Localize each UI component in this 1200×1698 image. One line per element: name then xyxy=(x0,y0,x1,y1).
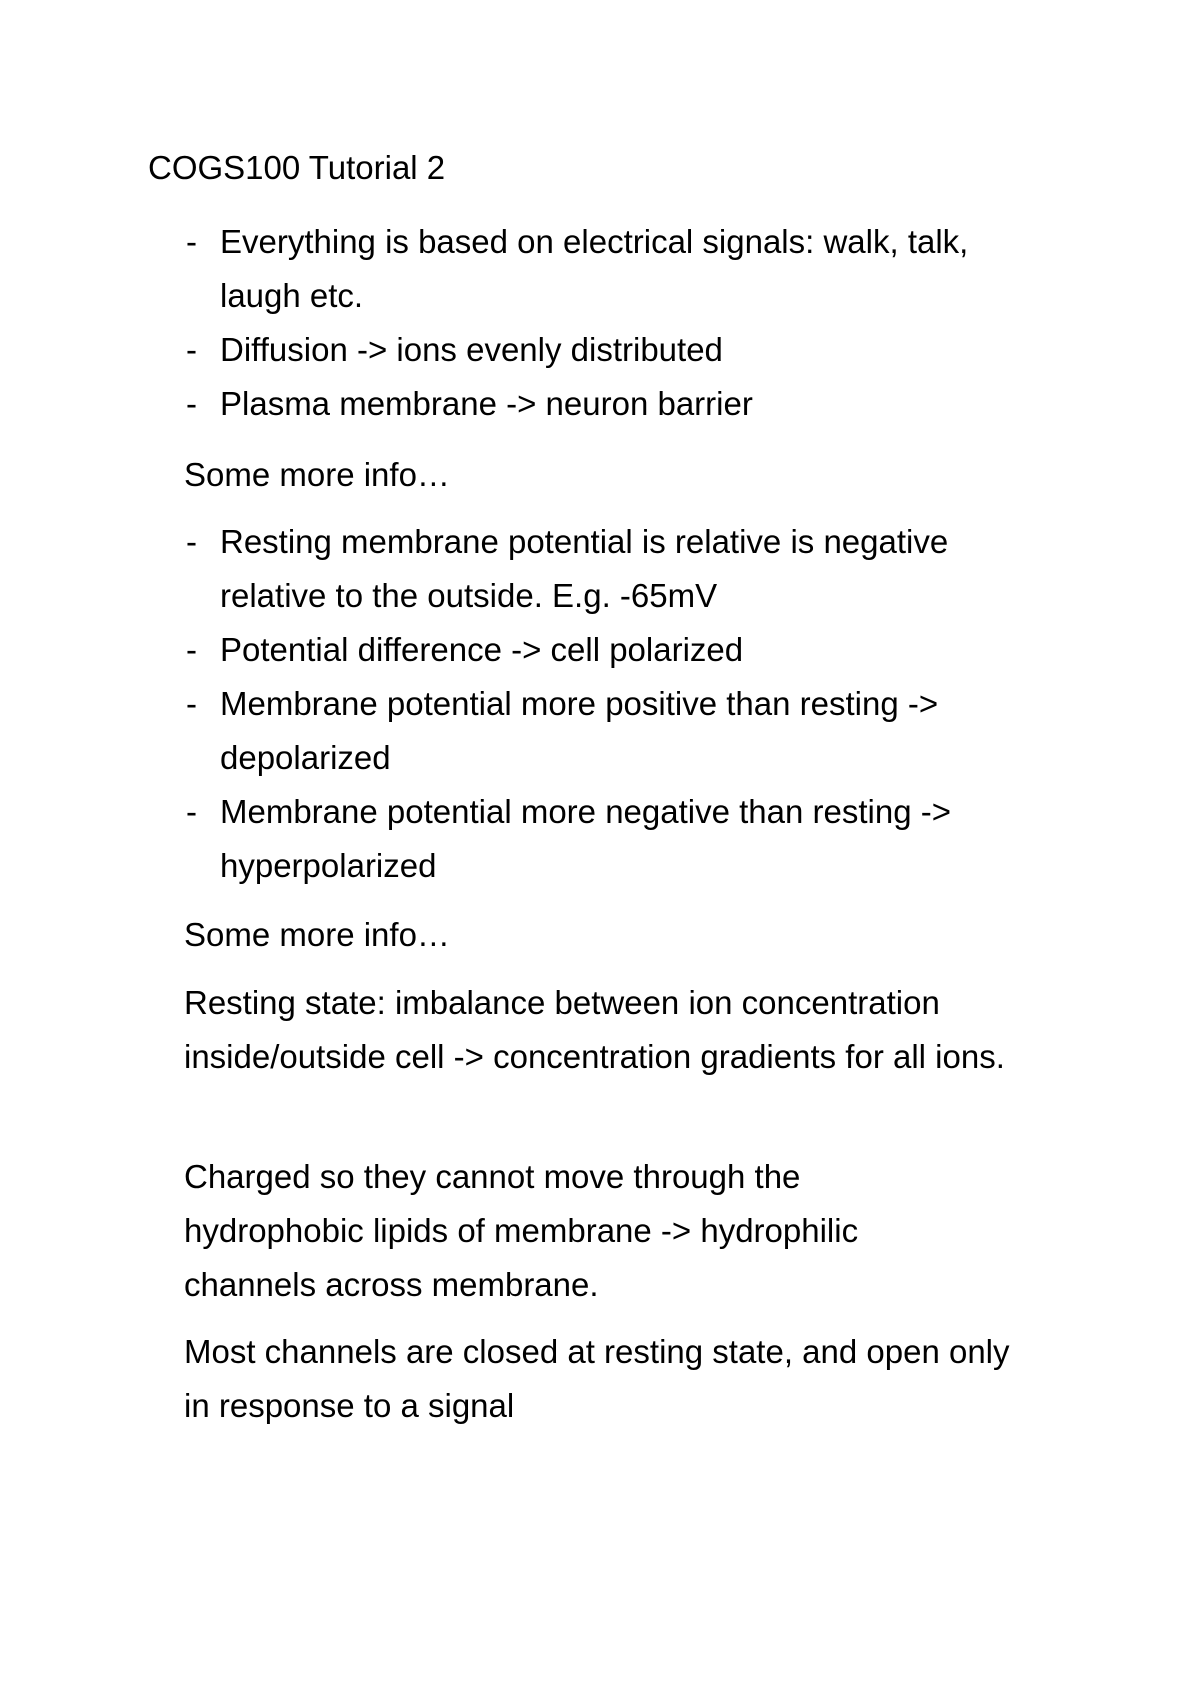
list-item-text: Potential difference -> cell polarized xyxy=(220,631,744,668)
paragraph-channels: Most channels are closed at resting state, and open only in response to a signal xyxy=(184,1333,1010,1424)
paragraph-charged-ions: Charged so they cannot move through the hydrophobic lipids of membrane -> hydrophilic channels across membrane. xyxy=(184,1158,859,1303)
bullet-dash: - xyxy=(186,331,197,368)
list-item xyxy=(148,377,1068,431)
paragraph-resting-state: Resting state: imbalance between ion concentration inside/outside cell -> concentration gradients for all ions. xyxy=(184,984,1005,1075)
page-title: COGS100 Tutorial 2 xyxy=(148,149,446,186)
list-item xyxy=(148,515,1040,623)
subheading-1: Some more info… xyxy=(184,456,450,493)
list-item-text: Everything is based on electrical signals: walk, talk, laugh etc. xyxy=(220,223,969,314)
bullet-dash: - xyxy=(186,223,197,260)
list-item xyxy=(148,323,1068,377)
list-item xyxy=(148,215,1040,323)
list-item-text: Plasma membrane -> neuron barrier xyxy=(220,385,753,422)
bullet-list-2 xyxy=(148,515,1068,893)
bullet-dash: - xyxy=(186,385,197,422)
bullet-dash: - xyxy=(186,685,197,722)
subheading-2: Some more info… xyxy=(184,916,450,953)
bullet-dash: - xyxy=(186,793,197,830)
list-item xyxy=(148,785,1090,893)
list-item-text: Membrane potential more negative than resting -> hyperpolarized xyxy=(220,793,951,884)
list-item-text: Membrane potential more positive than resting -> depolarized xyxy=(220,685,939,776)
bullet-dash: - xyxy=(186,523,197,560)
list-item xyxy=(148,623,1068,677)
list-item xyxy=(148,677,1090,785)
bullet-list-1 xyxy=(148,215,1068,431)
list-item-text: Resting membrane potential is relative is negative relative to the outside. E.g. -65mV xyxy=(220,523,949,614)
list-item-text: Diffusion -> ions evenly distributed xyxy=(220,331,723,368)
bullet-dash: - xyxy=(186,631,197,668)
